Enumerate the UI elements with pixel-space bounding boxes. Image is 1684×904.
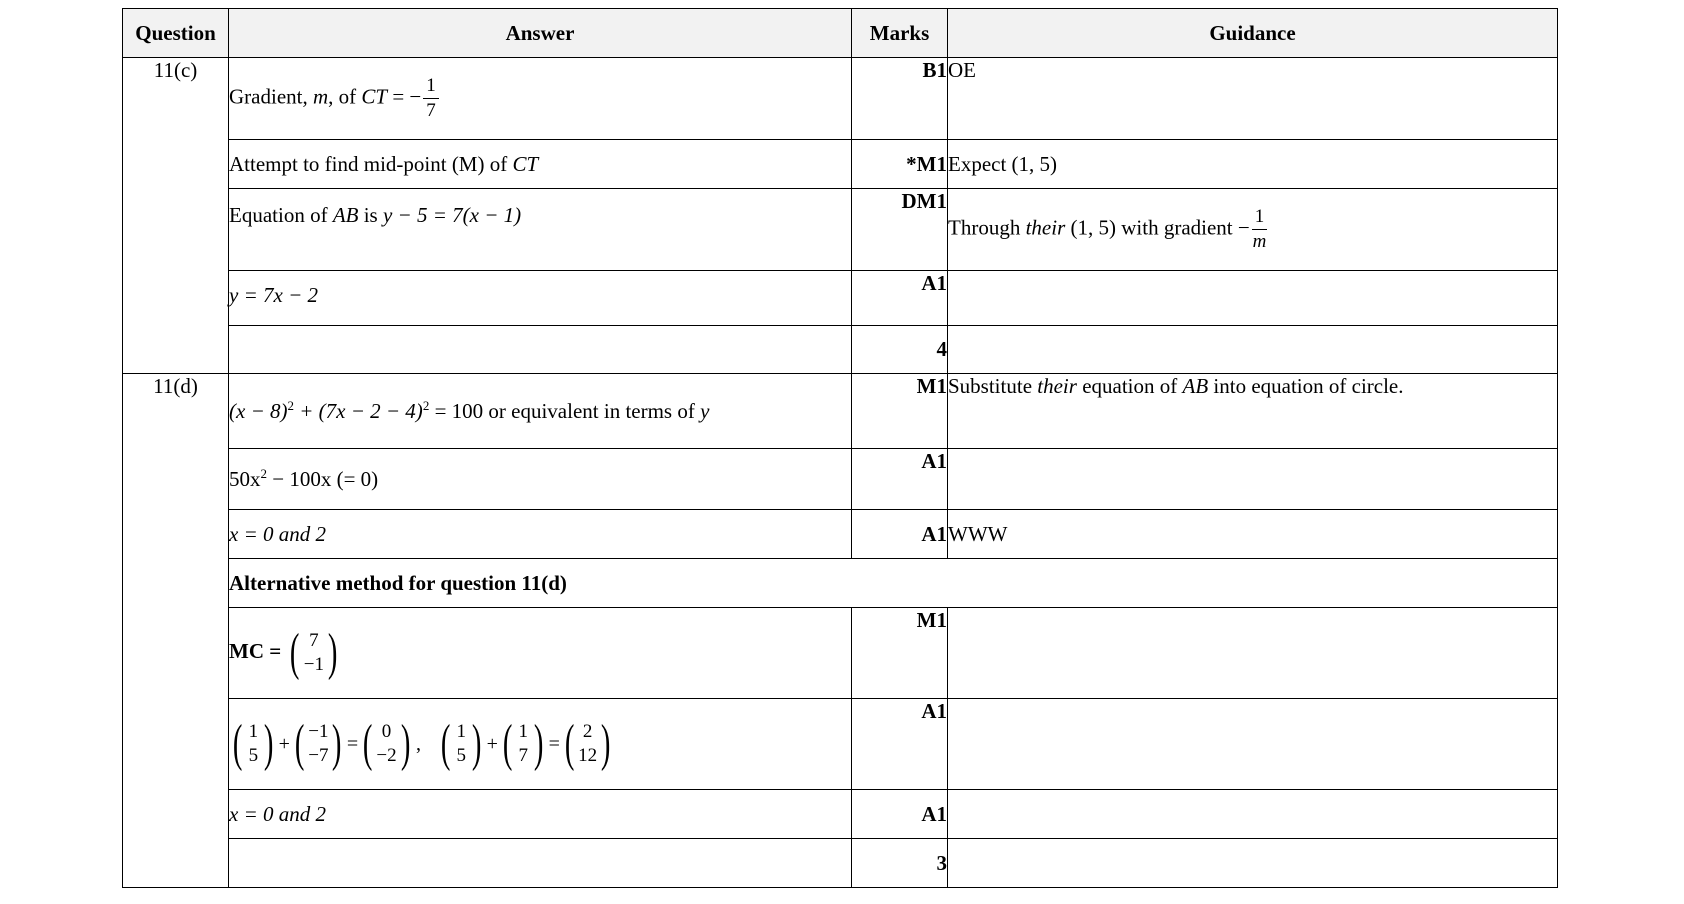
answer-cell: MC = ( 7 −1 ) [229, 608, 852, 699]
marks-cell: DM1 [852, 189, 948, 271]
question-label-11d: 11(d) [123, 374, 229, 888]
guidance-cell [948, 790, 1558, 839]
answer-cell: Equation of AB is y − 5 = 7(x − 1) [229, 189, 852, 271]
answer-cell: y = 7x − 2 [229, 271, 852, 326]
marks-cell: A1 [852, 449, 948, 510]
table-row [123, 140, 1558, 189]
marks-cell: A1 [852, 790, 948, 839]
column-vector: ( 1 5 ) [232, 715, 274, 772]
total-row [123, 326, 1558, 374]
marks-cell: A1 [852, 510, 948, 559]
header-marks: Marks [852, 9, 948, 58]
table-row [123, 271, 1558, 326]
guidance-cell [948, 271, 1558, 326]
guidance-cell: WWW [948, 510, 1558, 559]
column-vector: ( 1 5 ) [440, 715, 482, 772]
marks-cell: B1 [852, 58, 948, 140]
column-vector: ( 0 −2 ) [362, 715, 411, 772]
guidance-cell [948, 839, 1558, 888]
header-row [123, 9, 1558, 58]
answer-cell [229, 326, 852, 374]
table-row [123, 608, 1558, 699]
answer-cell: x = 0 and 2 [229, 790, 852, 839]
marks-cell: *M1 [852, 140, 948, 189]
total-row [123, 839, 1558, 888]
answer-cell: Attempt to find mid-point (M) of CT [229, 140, 852, 189]
table-row [123, 58, 1558, 140]
marks-cell: M1 [852, 374, 948, 449]
guidance-cell [948, 326, 1558, 374]
fraction: $\frac{1}{m}$ [1252, 206, 1267, 252]
table-row [123, 510, 1558, 559]
answer-cell: $(x - 8)^2 + (7x - 2 - 4)^2 = 100$ or equivalent in terms of y [229, 374, 852, 449]
guidance-cell: Substitute their equation of AB into equation of circle. [948, 374, 1558, 449]
header-guidance: Guidance [948, 9, 1558, 58]
guidance-cell [948, 699, 1558, 790]
alternative-method-row [123, 559, 1558, 608]
answer-cell: ( 1 5 ) + ( −1 −7 ) = ( 0 −2 ) , ( 1 5 ) + ( 1 7 ) = ( 2 12 ) [229, 699, 852, 790]
column-vector: ( −1 −7 ) [294, 715, 342, 772]
answer-cell: $50x^2 - 100x$ (= 0) [229, 449, 852, 510]
header-question: Question [123, 9, 229, 58]
marks-cell: M1 [852, 608, 948, 699]
answer-cell [229, 839, 852, 888]
total-marks-11c: 4 [852, 326, 948, 374]
question-label-11c: 11(c) [123, 58, 229, 374]
table-row [123, 790, 1558, 839]
table-row [123, 449, 1558, 510]
guidance-cell [948, 608, 1558, 699]
header-answer: Answer [229, 9, 852, 58]
guidance-cell: OE [948, 58, 1558, 140]
column-vector: ( 2 12 ) [564, 715, 611, 772]
fraction: $\frac{1}{7}$ [423, 76, 439, 121]
answer-cell: x = 0 and 2 [229, 510, 852, 559]
column-vector: ( 1 7 ) [502, 715, 544, 772]
guidance-cell: Through their (1, 5) with gradient − $\frac{1}{m}$ [948, 189, 1558, 271]
guidance-cell: Expect (1, 5) [948, 140, 1558, 189]
mark-scheme-table [122, 8, 1558, 888]
table-row [123, 374, 1558, 449]
marks-cell: A1 [852, 699, 948, 790]
table-row [123, 189, 1558, 271]
table-row [123, 699, 1558, 790]
total-marks-11d: 3 [852, 839, 948, 888]
column-vector: ( 7 −1 ) [290, 624, 338, 681]
alternative-method-heading: Alternative method for question 11(d) [229, 559, 1558, 608]
guidance-cell [948, 449, 1558, 510]
answer-cell: Gradient, m, of CT = − $\frac{1}{7}$ [229, 58, 852, 140]
marks-cell: A1 [852, 271, 948, 326]
